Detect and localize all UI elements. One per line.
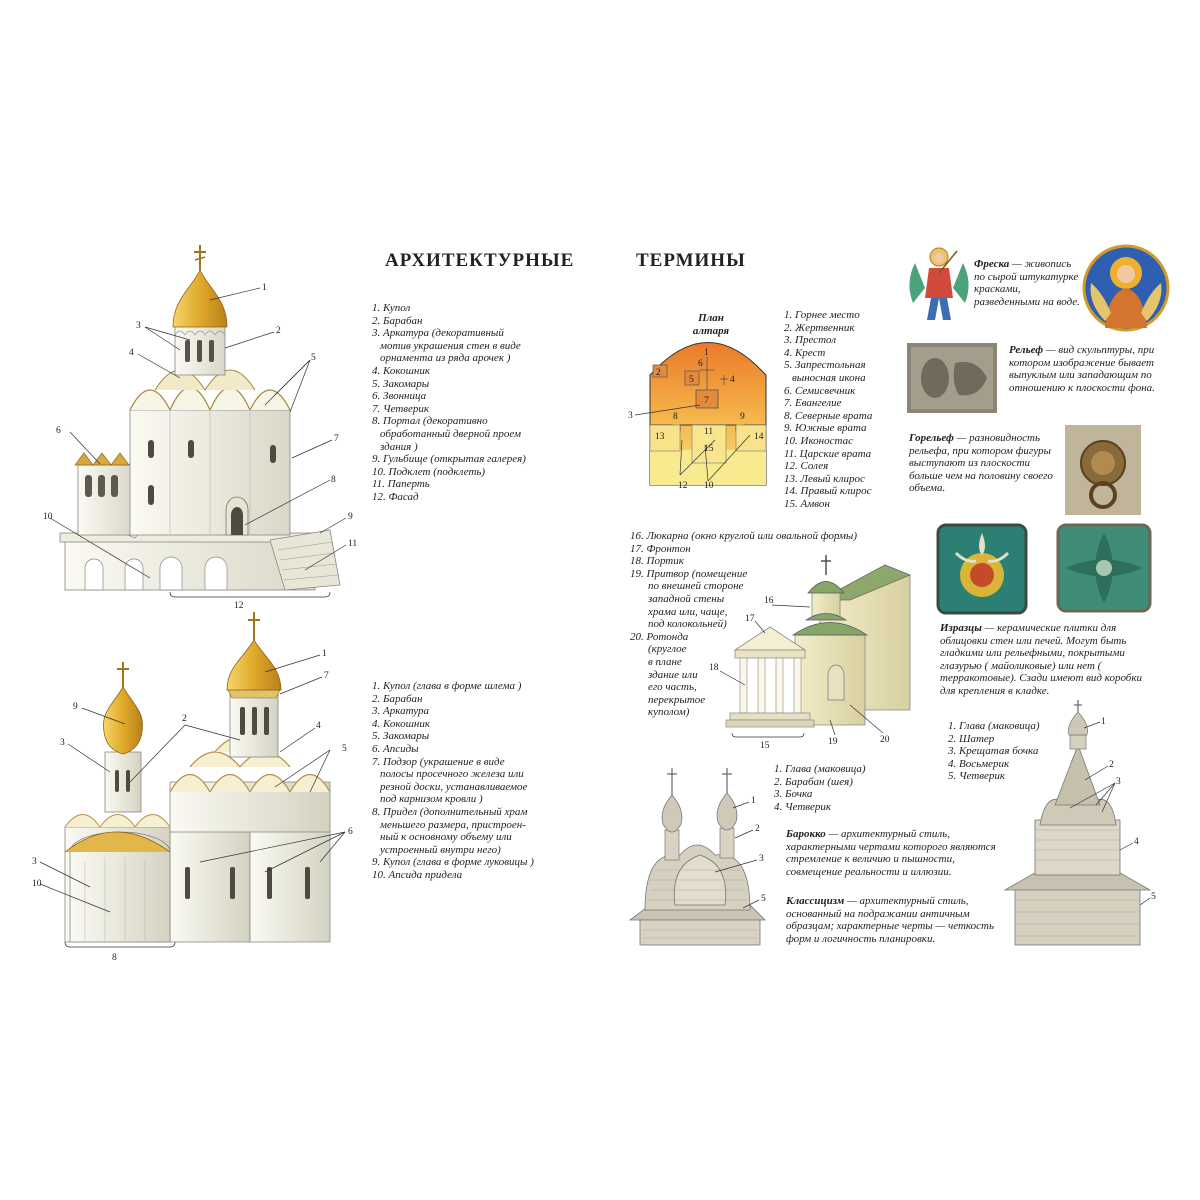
- wood1-callout-2: 2: [755, 824, 760, 834]
- church1-callout-10: 10: [43, 512, 53, 522]
- legend-item: 4. Кокошник: [372, 364, 431, 377]
- legend-item: 8. Портал (декоративно: [372, 415, 488, 428]
- church1-callout-7: 7: [334, 434, 339, 444]
- legend-item: 12. Солея: [784, 460, 829, 473]
- church2-callout-7: 7: [324, 671, 329, 681]
- legend-item: 5. Закомары: [372, 377, 430, 390]
- wooden-church-2-illustration: [1000, 700, 1165, 945]
- legend-item: 11. Паперть: [372, 478, 430, 491]
- legend-item: 8. Северные врата: [784, 409, 873, 422]
- church1-legend: [372, 302, 526, 504]
- church2-callout-10: 10: [32, 879, 42, 889]
- legend-item: 13. Левый клирос: [784, 472, 865, 485]
- altar-callout-6: 6: [698, 359, 703, 369]
- legend-item: (круглое: [648, 643, 687, 656]
- altar-callout-14: 14: [754, 432, 764, 442]
- highrelief-text: — разновидность рельефа, при котором фигуры выступают из плоскости больше чем на половину своего объема.: [909, 432, 1053, 495]
- legend-item: 12. Фасад: [372, 490, 419, 503]
- church1-callout-3: 3: [136, 321, 141, 331]
- classic-callout-17: 17: [745, 614, 755, 624]
- legend-item: 2. Жертвенник: [784, 321, 855, 334]
- altar-callout-9: 9: [740, 412, 745, 422]
- legend-item: обработанный дверной проем: [380, 427, 522, 440]
- legend-item: 3. Аркатура: [372, 705, 429, 718]
- altar-callout-10: 10: [704, 481, 714, 491]
- legend-item: 9. Купол (глава в форме луковицы ): [372, 856, 534, 869]
- church-1-illustration: [40, 240, 370, 615]
- relief-term: Рельеф: [1009, 344, 1044, 356]
- highrelief-definition: [909, 432, 1057, 495]
- page-title-right: ТЕРМИНЫ: [636, 250, 746, 271]
- altar-callout-12: 12: [678, 481, 688, 491]
- wood2-callout-5: 5: [1151, 892, 1156, 902]
- wood1-callout-5: 5: [761, 894, 766, 904]
- wood1-callout-3: 3: [759, 854, 764, 864]
- tiles-definition: [940, 622, 1156, 698]
- classic-callout-18: 18: [709, 663, 719, 673]
- altar-callout-3: 3: [628, 411, 633, 421]
- wood2-callout-1: 1: [1101, 717, 1106, 727]
- legend-item: куполом): [648, 706, 690, 719]
- church2-callout-1: 1: [322, 649, 327, 659]
- legend-item: 9. Гульбище (открытая галерея): [372, 453, 526, 466]
- legend-item: 1. Глава (маковица): [948, 720, 1040, 732]
- classicism-definition: [786, 895, 996, 945]
- church2-callout-8: 8: [112, 953, 117, 963]
- legend-item: западной стены: [648, 592, 725, 605]
- fresco-angel-image: [905, 243, 973, 328]
- legend-item: 5. Запрестольная: [784, 359, 866, 372]
- tile-image-1: [936, 523, 1028, 615]
- altar-callout-2: 2: [656, 368, 661, 378]
- legend-item: 19. Притвор (помещение: [630, 567, 748, 580]
- legend-item: 4. Кокошник: [372, 717, 431, 730]
- legend-item: орнамента из ряда арочек ): [380, 352, 511, 365]
- altar-callout-13: 13: [655, 432, 665, 442]
- classic-church-illustration: [700, 545, 910, 755]
- legend-item: меньшего размера, пристроен-: [380, 818, 526, 831]
- wood2-callout-2: 2: [1109, 760, 1114, 770]
- altar-callout-1: 1: [704, 348, 709, 358]
- legend-item: 20. Ротонда: [630, 630, 689, 643]
- relief-definition: [1009, 344, 1157, 394]
- legend-item: 5. Закомары: [372, 730, 430, 743]
- legend-item: 6. Апсиды: [372, 742, 419, 755]
- legend-item: 3. Крещатая бочка: [948, 745, 1039, 758]
- church1-callout-1: 1: [262, 283, 267, 293]
- wooden-church-1-illustration: [625, 760, 770, 945]
- classic-callout-20: 20: [880, 735, 890, 745]
- legend-item: 10. Апсида придела: [372, 868, 463, 881]
- legend-item: 4. Четверик: [774, 800, 832, 813]
- legend-item: его часть,: [648, 681, 697, 694]
- legend-item: 3. Бочка: [774, 788, 813, 801]
- legend-item: 4. Крест: [784, 346, 826, 359]
- baroque-definition: [786, 828, 996, 878]
- tile-image-2: [1056, 523, 1152, 613]
- altar-legend: [784, 309, 872, 511]
- legend-item: 1. Купол: [372, 302, 411, 314]
- legend-item: 2. Барабан: [372, 692, 423, 705]
- legend-item: полосы просечного железа или: [380, 768, 524, 781]
- high-relief-lion-image: [1065, 425, 1141, 515]
- legend-item: здание или: [648, 668, 698, 681]
- legend-item: 6. Звонница: [372, 390, 427, 403]
- church2-legend: [372, 680, 534, 882]
- legend-item: 2. Барабан (шея): [774, 775, 853, 788]
- altar-caption-line: План: [698, 312, 724, 324]
- legend-item: здания ): [380, 440, 418, 453]
- legend-item: мотив украшения стен в виде: [380, 339, 521, 352]
- classic-callout-19: 19: [828, 737, 838, 747]
- classicism-text: — архитектурный стиль, основанный на подражании античным образцам; характерные черты — четкость форм и логичность планировки.: [786, 895, 994, 945]
- church1-callout-5: 5: [311, 353, 316, 363]
- legend-item: 11. Царские врата: [784, 447, 872, 460]
- legend-item: 5. Четверик: [948, 770, 1006, 783]
- church1-callout-2: 2: [276, 326, 281, 336]
- wood1-callout-1: 1: [751, 796, 756, 806]
- fresco-definition: [974, 258, 1082, 308]
- legend-item: 10. Подклет (подклеть): [372, 465, 486, 478]
- legend-item: 7. Подзор (украшение в виде: [372, 755, 505, 768]
- legend-item: 10. Иконостас: [784, 434, 853, 447]
- legend-item: 3. Престол: [784, 334, 837, 347]
- baroque-term: Барокко: [786, 828, 826, 840]
- baroque-text: — архитектурный стиль, характерными чертами которого являются стремление к величию и пышности, совмещение реальности и иллюзии.: [786, 828, 996, 878]
- classicism-term: Классицизм: [786, 895, 845, 907]
- legend-item: 17. Фронтон: [630, 542, 691, 555]
- relief-text: — вид скульптуры, при котором изображение бывает выпуклым или западающим по отношению к плоскости фона.: [1009, 344, 1155, 394]
- legend-item: по внешней стороне: [648, 580, 744, 593]
- legend-item: 3. Аркатура (декоративный: [372, 327, 504, 340]
- altar-plan: [620, 335, 780, 495]
- church2-callout-4: 4: [316, 721, 321, 731]
- legend-item: 8. Придел (дополнительный храм: [372, 805, 528, 818]
- wood2-callout-3: 3: [1116, 777, 1121, 787]
- legend-item: перекрытое: [648, 693, 706, 706]
- church2-callout-9: 9: [73, 702, 78, 712]
- legend-item: 1. Горнее место: [784, 309, 860, 321]
- fresco-term: Фреска: [974, 258, 1010, 270]
- wood2-callout-4: 4: [1134, 837, 1139, 847]
- legend-item: 2. Шатер: [948, 732, 995, 745]
- legend-item: 7. Евангелие: [784, 397, 842, 410]
- legend-item: резной доски, устанавливаемое: [380, 780, 528, 793]
- legend-item: 14. Правый клирос: [784, 485, 872, 498]
- relief-image: [907, 343, 997, 413]
- altar-callout-11: 11: [704, 427, 714, 437]
- church2-callout-2: 2: [182, 714, 187, 724]
- legend-item: 18. Портик: [630, 555, 684, 568]
- legend-item: 7. Четверик: [372, 402, 430, 415]
- legend-item: под колокольней): [648, 618, 727, 631]
- legend-item: выносная икона: [792, 371, 866, 384]
- legend-item: 9. Южные врата: [784, 422, 867, 435]
- legend-item: храма или, чаще,: [648, 605, 728, 618]
- church2-callout-3: 3: [60, 738, 65, 748]
- wood1-legend: [774, 763, 866, 813]
- church1-callout-4: 4: [129, 348, 134, 358]
- legend-item: ный к основному объему или: [380, 831, 512, 844]
- legend-item: под карнизом кровли ): [380, 793, 483, 806]
- altar-callout-4: 4: [730, 375, 735, 385]
- tiles-term: Изразцы: [940, 622, 982, 634]
- legend-item: в плане: [648, 655, 682, 668]
- legend-item: устроенный внутри него): [380, 843, 501, 856]
- fresco-text: — живопись по сырой штукатурке красками, разведенными на воде.: [974, 258, 1080, 308]
- legend-item: 4. Восьмерик: [948, 757, 1010, 770]
- church-2-illustration: [30, 612, 370, 962]
- church2-callout-3b: 3: [32, 857, 37, 867]
- church2-callout-5: 5: [342, 744, 347, 754]
- church2-callout-6: 6: [348, 827, 353, 837]
- legend-item: 16. Люкарна (окно круглой или овальной формы): [630, 530, 858, 542]
- altar-callout-8: 8: [673, 412, 678, 422]
- altar-caption-line: алтаря: [692, 325, 730, 337]
- tiles-text: — керамические плитки для облицовки стен или печей. Могут быть гладкими или рельефными, покрытыми глазурью ( майоликовые) или нет ( терракотовые). Сзади имеют вид коробки для крепления в кладке.: [940, 622, 1142, 697]
- altar-callout-5: 5: [689, 375, 694, 385]
- page-title-left: АРХИТЕКТУРНЫЕ: [385, 250, 575, 271]
- legend-item: 6. Семисвечник: [784, 384, 856, 397]
- church1-callout-6: 6: [56, 426, 61, 436]
- fresco-icon-image: [1083, 243, 1169, 333]
- church1-callout-12: 12: [234, 601, 244, 611]
- legend-item: 1. Купол (глава в форме шлема ): [372, 680, 522, 692]
- altar-callout-7: 7: [704, 396, 709, 406]
- legend-item: 15. Амвон: [784, 497, 830, 510]
- legend-item: 2. Барабан: [372, 314, 423, 327]
- classic-callout-16: 16: [764, 596, 774, 606]
- altar-callout-15: 15: [704, 444, 714, 454]
- legend-item: 1. Глава (маковица): [774, 763, 866, 775]
- classic-callout-15: 15: [760, 741, 770, 751]
- church1-callout-8: 8: [331, 475, 336, 485]
- church1-callout-11: 11: [348, 539, 358, 549]
- highrelief-term: Горельеф: [909, 432, 954, 444]
- church1-callout-9: 9: [348, 512, 353, 522]
